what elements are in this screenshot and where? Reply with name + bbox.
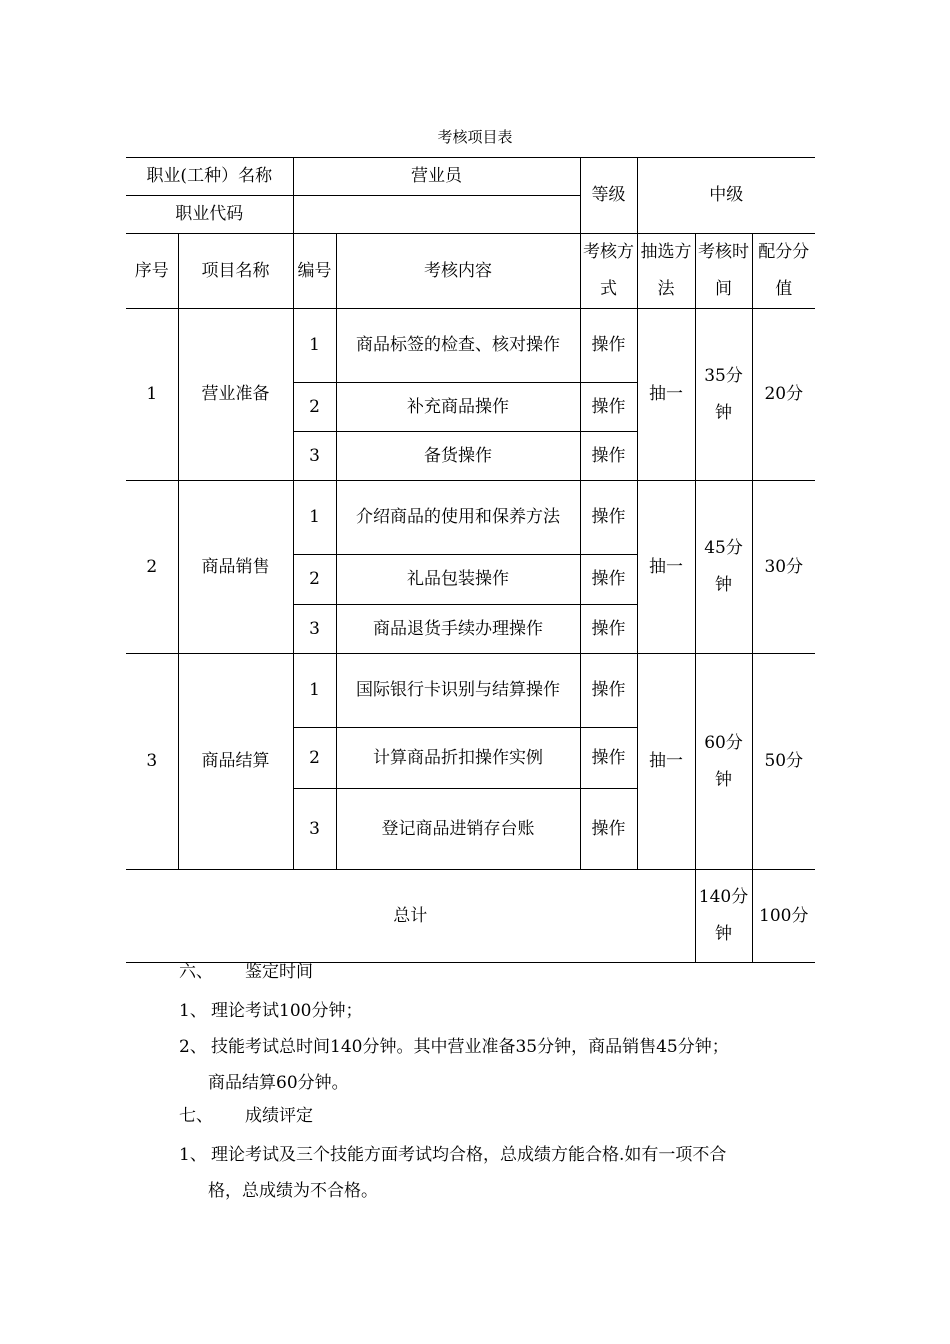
section-heading bbox=[179, 1101, 313, 1126]
item-method: 操作 bbox=[580, 481, 637, 555]
occupation-label: 职业(工种）名称 bbox=[126, 158, 293, 196]
paragraph-text: 理论考试100分钟； bbox=[211, 1001, 363, 1021]
item-no: 3 bbox=[293, 432, 336, 481]
code-label: 职业代码 bbox=[126, 196, 293, 234]
group-score: 50分 bbox=[752, 654, 815, 870]
assessment-table bbox=[126, 157, 815, 963]
paragraph-index: 2、 bbox=[179, 1037, 207, 1057]
paragraph-continuation: 格，总成绩为不合格。 bbox=[208, 1181, 378, 1201]
paragraph-text: 理论考试及三个技能方面考试均合格，总成绩方能合格.如有一项不合 bbox=[211, 1145, 727, 1165]
col-header-content: 考核内容 bbox=[336, 234, 580, 309]
col-header-no: 编号 bbox=[293, 234, 336, 309]
group-seq: 3 bbox=[126, 654, 178, 870]
group-time: 35分钟 bbox=[695, 309, 752, 481]
section-title: 鉴定时间 bbox=[245, 962, 313, 982]
col-header-score: 配分分值 bbox=[752, 234, 815, 309]
item-content: 商品退货手续办理操作 bbox=[336, 605, 580, 654]
group-seq: 1 bbox=[126, 309, 178, 481]
item-content: 计算商品折扣操作实例 bbox=[336, 728, 580, 789]
col-header-seq: 序号 bbox=[126, 234, 178, 309]
group-seq: 2 bbox=[126, 481, 178, 654]
item-content: 商品标签的检查、核对操作 bbox=[336, 309, 580, 383]
item-method: 操作 bbox=[580, 432, 637, 481]
item-content: 礼品包装操作 bbox=[336, 555, 580, 605]
item-method: 操作 bbox=[580, 789, 637, 870]
total-label: 总计 bbox=[126, 870, 695, 963]
item-method: 操作 bbox=[580, 605, 637, 654]
paragraph-index: 1、 bbox=[179, 1001, 207, 1021]
col-header-method: 考核方式 bbox=[580, 234, 637, 309]
paragraph bbox=[179, 1137, 726, 1209]
paragraph-text: 技能考试总时间140分钟。其中营业准备35分钟，商品销售45分钟； bbox=[211, 1037, 729, 1057]
item-method: 操作 bbox=[580, 728, 637, 789]
paragraph bbox=[179, 1029, 729, 1101]
item-method: 操作 bbox=[580, 383, 637, 432]
item-no: 1 bbox=[293, 481, 336, 555]
item-content: 备货操作 bbox=[336, 432, 580, 481]
section-number: 六、 bbox=[179, 962, 213, 982]
group-time: 60分钟 bbox=[695, 654, 752, 870]
group-draw: 抽一 bbox=[637, 654, 695, 870]
group-name: 营业准备 bbox=[178, 309, 293, 481]
table-row bbox=[126, 654, 815, 728]
item-no: 2 bbox=[293, 555, 336, 605]
total-time: 140分钟 bbox=[695, 870, 752, 963]
level-label: 等级 bbox=[580, 158, 637, 234]
item-method: 操作 bbox=[580, 309, 637, 383]
group-draw: 抽一 bbox=[637, 481, 695, 654]
col-header-name: 项目名称 bbox=[178, 234, 293, 309]
paragraph-index: 1、 bbox=[179, 1145, 207, 1165]
group-score: 30分 bbox=[752, 481, 815, 654]
paragraph-continuation: 商品结算60分钟。 bbox=[208, 1073, 349, 1093]
table-caption: 考核项目表 bbox=[437, 128, 513, 146]
item-method: 操作 bbox=[580, 654, 637, 728]
group-draw: 抽一 bbox=[637, 309, 695, 481]
group-time: 45分钟 bbox=[695, 481, 752, 654]
item-content: 登记商品进销存台账 bbox=[336, 789, 580, 870]
table-row bbox=[126, 309, 815, 383]
group-name: 商品结算 bbox=[178, 654, 293, 870]
total-row bbox=[126, 870, 815, 963]
item-no: 3 bbox=[293, 605, 336, 654]
section-number: 七、 bbox=[179, 1106, 213, 1126]
item-content: 补充商品操作 bbox=[336, 383, 580, 432]
item-no: 2 bbox=[293, 383, 336, 432]
total-score: 100分 bbox=[752, 870, 815, 963]
item-no: 3 bbox=[293, 789, 336, 870]
col-header-draw: 抽选方法 bbox=[637, 234, 695, 309]
item-content: 介绍商品的使用和保养方法 bbox=[336, 481, 580, 555]
code-value bbox=[293, 196, 580, 234]
section-heading bbox=[179, 957, 313, 982]
occupation-value: 营业员 bbox=[293, 158, 580, 196]
level-value: 中级 bbox=[637, 158, 815, 234]
item-method: 操作 bbox=[580, 555, 637, 605]
col-header-time: 考核时间 bbox=[695, 234, 752, 309]
item-no: 1 bbox=[293, 309, 336, 383]
section-title: 成绩评定 bbox=[245, 1106, 313, 1126]
item-content: 国际银行卡识别与结算操作 bbox=[336, 654, 580, 728]
group-score: 20分 bbox=[752, 309, 815, 481]
table-row bbox=[126, 481, 815, 555]
item-no: 2 bbox=[293, 728, 336, 789]
paragraph bbox=[179, 993, 362, 1029]
group-name: 商品销售 bbox=[178, 481, 293, 654]
item-no: 1 bbox=[293, 654, 336, 728]
